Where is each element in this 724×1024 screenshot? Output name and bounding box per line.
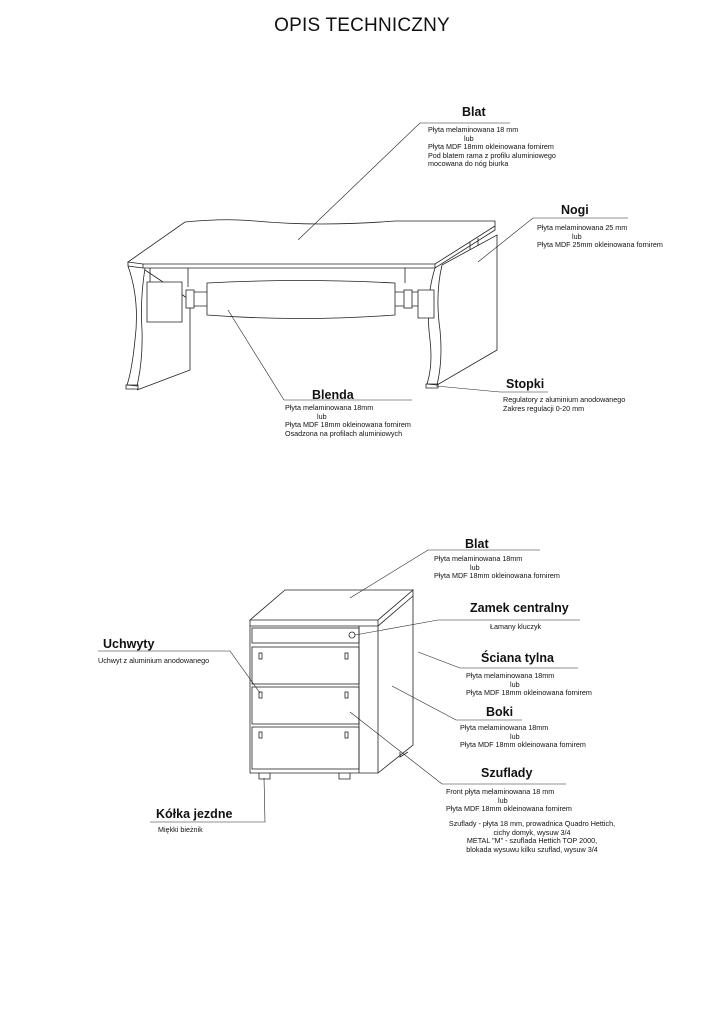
desk-feet xyxy=(126,384,438,389)
desk-left-leg xyxy=(127,266,145,386)
label-uchwyty: Uchwyty xyxy=(103,637,155,651)
note-line: METAL "M" - szuflada Hettich TOP 2000, xyxy=(466,836,598,846)
label-cabinet-blat: Blat xyxy=(465,537,489,551)
drawer-lock-rail xyxy=(252,628,359,643)
desc-line: Pod blatem rama z profilu aluminiowego xyxy=(428,150,556,160)
desc-line: Miękki bieżnik xyxy=(158,825,203,834)
note-line: Szuflady - płyta 18 mm, prowadnica Quadro Hettich, xyxy=(448,819,616,828)
desc-kolka xyxy=(158,826,203,835)
label-desk-blat: Blat xyxy=(462,105,486,119)
desc-line: Uchwyt z aluminium anodowanego xyxy=(98,656,210,665)
desc-line: lub xyxy=(470,562,480,572)
desc-line: Front płyta melaminowana 18 mm xyxy=(446,787,555,796)
drawer-3 xyxy=(252,727,359,769)
wheel-icon xyxy=(259,752,408,779)
cabinet-top xyxy=(250,590,413,620)
desc-line: Płyta melaminowana 18mm xyxy=(285,403,374,412)
cabinet-side xyxy=(378,596,413,773)
label-zamek: Zamek centralny xyxy=(470,601,569,615)
note-line: cichy domyk, wysuw 3/4 xyxy=(493,827,571,837)
desc-line: lub xyxy=(510,731,520,741)
desc-blenda xyxy=(285,404,411,438)
label-boki: Boki xyxy=(486,705,514,719)
desc-line: Płyta MDF 18mm okleinowana fornirem xyxy=(446,804,572,814)
label-nogi: Nogi xyxy=(561,203,589,217)
desc-line: Płyta melaminowana 18mm xyxy=(460,723,549,732)
label-kolka: Kółka jezdne xyxy=(156,807,233,821)
lock-icon xyxy=(349,632,355,638)
desc-line: Płyta MDF 18mm okleinowana fornirem xyxy=(434,571,560,581)
desc-sciana xyxy=(466,672,592,698)
desk-top-edge xyxy=(128,226,495,268)
desc-stopki xyxy=(503,396,625,413)
desc-line: Płyta MDF 18mm okleinowana fornirem xyxy=(285,420,411,430)
label-blenda: Blenda xyxy=(312,388,354,402)
label-sciana: Ściana tylna xyxy=(481,651,554,665)
desc-uchwyty xyxy=(98,657,209,666)
page-title: OPIS TECHNICZNY xyxy=(274,15,450,36)
desk-top xyxy=(128,220,495,264)
desk-right-leg xyxy=(427,235,497,385)
desc-line: Płyta MDF 18mm okleinowana fornirem xyxy=(428,142,554,152)
desc-line: Płyta MDF 25mm okleinowana fornirem xyxy=(537,240,663,250)
desc-szuflady xyxy=(446,788,572,814)
desc-line: Płyta MDF 18mm okleinowana fornirem xyxy=(466,688,592,698)
desc-line: Płyta melaminowana 18mm xyxy=(434,554,523,563)
desc-line: lub xyxy=(510,679,520,689)
desc-line: Płyta melaminowana 18 mm xyxy=(428,125,519,134)
desc-line: lub xyxy=(464,133,474,143)
note-line: blokada wysuwu kilku szuflad, wysuw 3/4 xyxy=(466,844,598,854)
label-szuflady: Szuflady xyxy=(481,766,533,780)
desc-line: Łamany kluczyk xyxy=(490,622,542,631)
desc-line: Płyta melaminowana 18mm xyxy=(466,671,555,680)
desk-frame xyxy=(150,238,478,287)
notes-szuflady xyxy=(444,820,620,854)
desc-line: lub xyxy=(317,411,327,421)
label-stopki: Stopki xyxy=(506,377,545,391)
desc-line: Osadzona na profilach aluminiowych xyxy=(285,428,403,438)
desc-line: Płyta melaminowana 25 mm xyxy=(537,223,628,232)
desc-line: Zakres regulacji 0-20 mm xyxy=(503,403,585,413)
desc-line: Płyta MDF 18mm okleinowana fornirem xyxy=(460,740,586,750)
desc-zamek xyxy=(490,623,541,632)
desc-line: lub xyxy=(572,231,582,241)
desc-boki xyxy=(460,724,586,750)
drawer-1 xyxy=(252,647,359,684)
desc-nogi xyxy=(537,224,663,250)
desc-cabinet-blat xyxy=(434,555,560,581)
desc-desk-blat xyxy=(428,126,556,169)
leader-zamek xyxy=(355,620,580,635)
handle-icon xyxy=(259,653,262,659)
desk-modesty-panel xyxy=(207,281,395,319)
desc-line: mocowana do nóg biurka xyxy=(428,159,509,169)
desc-line: Regulatory z aluminium anodowanego xyxy=(503,395,626,404)
drawer-2 xyxy=(252,687,359,724)
leader-blenda xyxy=(228,310,412,400)
desc-line: lub xyxy=(498,795,508,805)
